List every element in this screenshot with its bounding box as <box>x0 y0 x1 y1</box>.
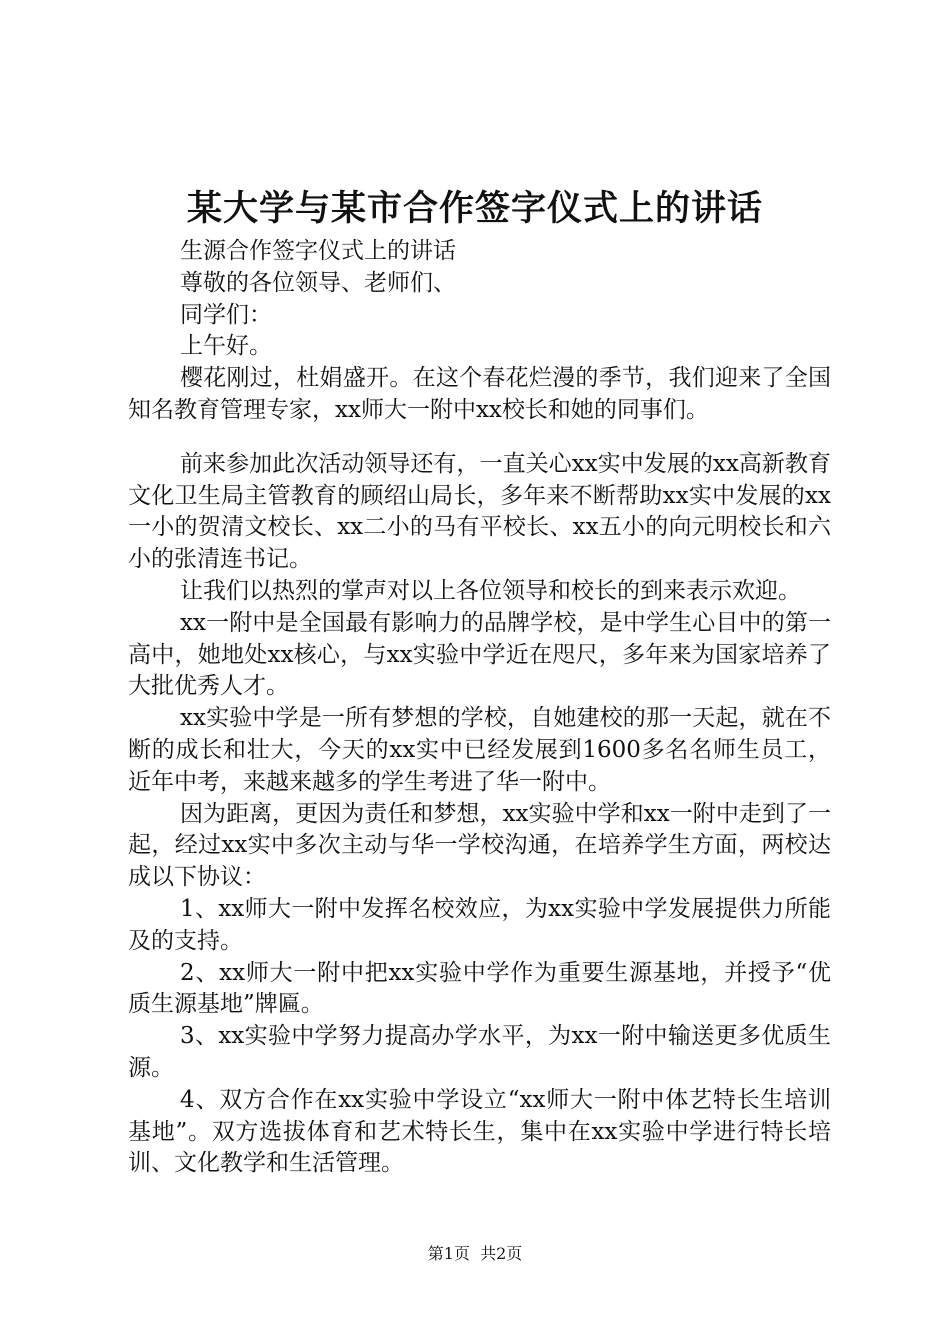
page-total: 共2页 <box>480 1244 523 1263</box>
paragraph-opening: 樱花刚过，杜娟盛开。在这个春花烂漫的季节，我们迎来了全国知名教育管理专家，xx师大一附中xx校长和她的同事们。 <box>128 365 831 423</box>
paragraph-school-one: xx一附中是全国最有影响力的品牌学校，是中学生心目中的第一高中，她地处xx核心，与xx实验中学近在咫尺，多年来为国家培养了大批优秀人才。 <box>128 609 831 700</box>
document-title: 某大学与某市合作签字仪式上的讲话 <box>186 188 763 229</box>
agreement-item-1: 1、xx师大一附中发挥名校效应，为xx实验中学发展提供力所能及的支持。 <box>128 895 831 954</box>
paragraph-welcome: 让我们以热烈的掌声对以上各位领导和校长的到来表示欢迎。 <box>180 577 801 604</box>
paragraph-salutation-students: 同学们： <box>180 301 272 328</box>
page-footer <box>0 1242 950 1266</box>
paragraph-school-two: xx实验中学是一所有梦想的学校，自她建校的那一天起，就在不断的成长和壮大，今天的xx实中已经发展到1600多名名师生员工，近年中考，来越来越多的学生考进了华一附中。 <box>128 705 831 795</box>
paragraph-agreement-intro: 因为距离，更因为责任和梦想，xx实验中学和xx一附中走到了一起，经过xx实中多次主动与华一学校沟通，在培养学生方面，两校达成以下协议： <box>128 800 831 891</box>
agreement-item-4: 4、双方合作在xx实验中学设立“xx师大一附中体艺特长生培训基地”。双方选拔体育和艺术特长生，集中在xx实验中学进行特长培训、文化教学和生活管理。 <box>128 1086 831 1177</box>
paragraph-guests: 前来参加此次活动领导还有，一直关心xx实中发展的xx高新教育文化卫生局主管教育的顾绍山局长，多年来不断帮助xx实中发展的xx一小的贺清文校长、xx二小的马有平校长、xx五小的向元明校长和六小的张清连书记。 <box>128 450 831 573</box>
agreement-item-2: 2、xx师大一附中把xx实验中学作为重要生源基地，并授予“优质生源基地”牌匾。 <box>128 959 831 1018</box>
agreement-item-3: 3、xx实验中学努力提高办学水平，为xx一附中输送更多优质生源。 <box>128 1023 831 1081</box>
paragraph-subtitle: 生源合作签字仪式上的讲话 <box>180 238 456 264</box>
paragraph-salutation: 尊敬的各位领导、老师们、 <box>180 269 456 296</box>
document-body <box>128 236 831 1180</box>
page-number: 第1页 <box>427 1244 470 1263</box>
paragraph-greeting: 上午好。 <box>180 333 272 360</box>
